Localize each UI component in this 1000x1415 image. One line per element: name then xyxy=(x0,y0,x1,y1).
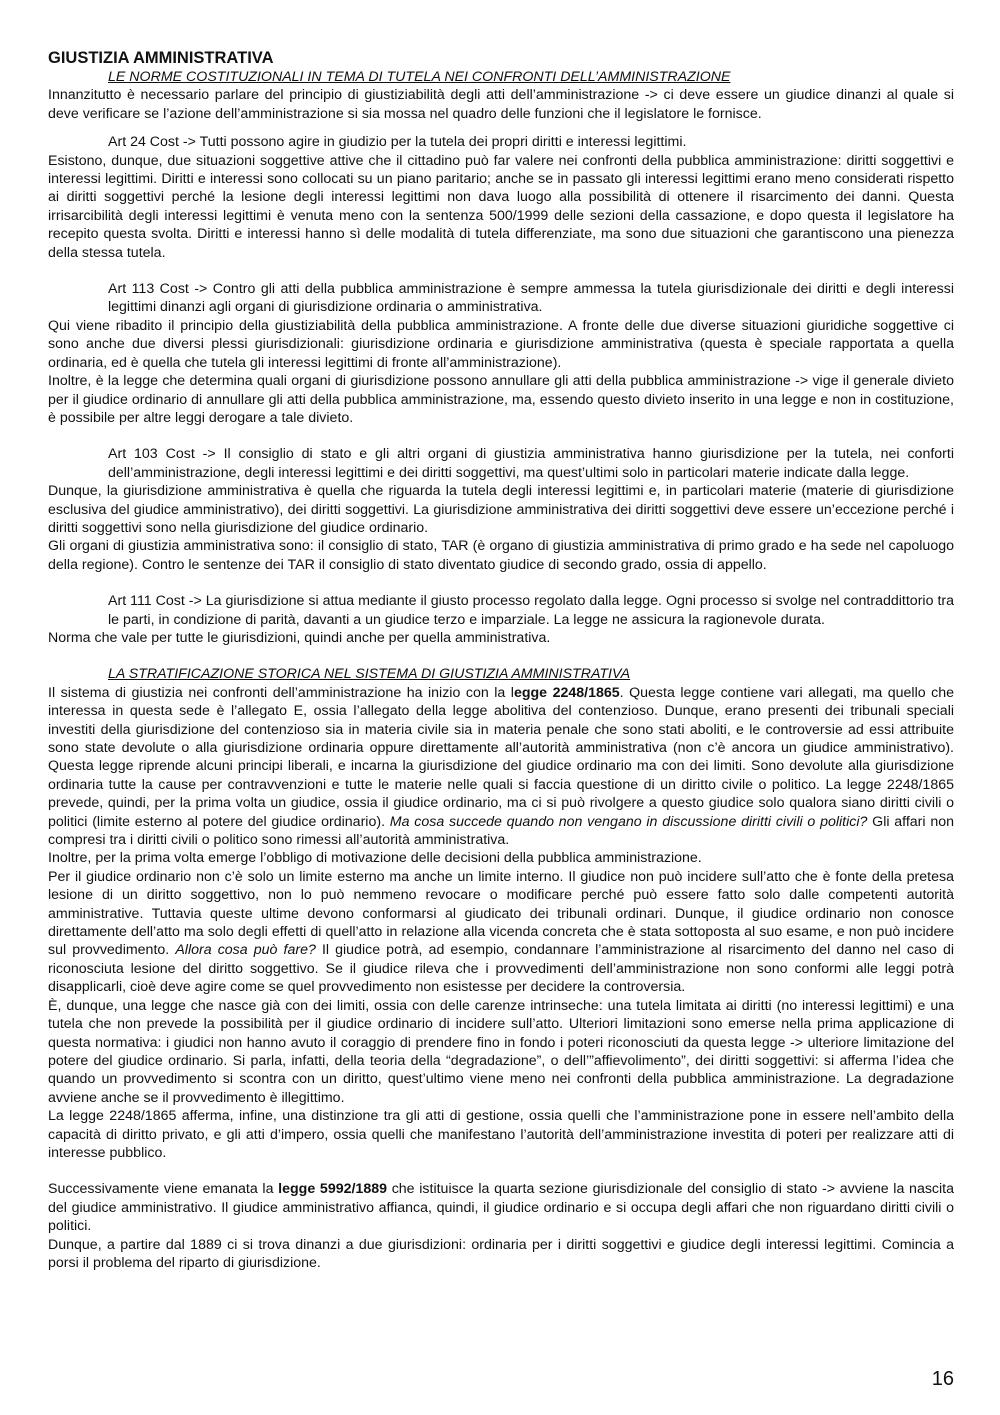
section-heading-constitutional-norms: LE NORME COSTITUZIONALI IN TEMA DI TUTELA NEI CONFRONTI DELL’AMMINISTRAZIONE xyxy=(108,69,731,85)
paragraph-law-2248-1865 xyxy=(48,684,954,850)
paragraph-law-5992-1889 xyxy=(48,1180,954,1235)
article-103: Art 103 Cost -> Il consiglio di stato e gli altri organi di giustizia amministrativa hanno giurisdizione per la tutela, nei conforti dell’amministrazione, degli interessi legittimi e dei diritti soggettivi, ma quest’ultimi solo in particolari materie indicate dalla legge. xyxy=(108,446,954,481)
spacer xyxy=(48,427,954,445)
text-run: Il giudice potrà, ad esempio, condannare l’amministrazione al risarcimento del danno nel caso di riconosciuta lesione del diritto soggettivo. Se il giudice rileva che i provvedimenti dell’amministrazione non sono conformi alle leggi potrà disapplicarli, cioè deve agire come se quel provvedimento non esistesse per decidere la controversia. xyxy=(48,942,954,996)
spacer xyxy=(48,123,954,133)
article-111: Art 111 Cost -> La giurisdizione si attua mediante il giusto processo regolato dalla legge. Ogni processo si svolge nel contraddittorio tra le parti, in condizione di parità, davanti a un giudice terzo e imparziale. La legge ne assicura la ragionevole durata. xyxy=(108,593,954,628)
spacer xyxy=(48,262,954,280)
text-run: . Questa legge contiene vari allegati, ma quello che interessa in questa sede è l’allegato E, ossia l’allegato della legge abolitiva del contenzioso. Dunque, erano presenti dei tribunali speciali investiti della giurisdizione del contenzioso sia in materia civile sia in materia penale che sono stati aboliti, e le controversie ad essi attribuite sono state devolute o alla giurisdizione ordinaria oppure direttamente all’autorità amministrativa (non c’è ancora un giudice amministrativo). Questa legge riprende alcuni principi liberali, e incarna la giurisdizione del giudice ordinario ma con dei limiti. Sono devolute alla giurisdizione ordinaria tutte la cause per contravvenzioni e tutte le materie nelle quali si faccia questione di un diritto civile o politico. La legge 2248/1865 prevede, quindi, per la prima volta un giudice, ossia il giudice ordinario, ma ci si può rivolgere a questo giudice solo qualora siano diritti civili o politici (limite esterno al potere del giudice ordinario). xyxy=(48,684,954,830)
paragraph-two-jurisdictions: Dunque, a partire dal 1889 ci si trova dinanzi a due giurisdizioni: ordinaria per i diritti soggettivi e giudice degli interessi legittimi. Comincia a porsi il problema del riparto di giurisdizione. xyxy=(48,1236,954,1271)
paragraph-degradation: È, dunque, una legge che nasce già con dei limiti, ossia con delle carenze intrinseche: una tutela limitata ai diritti (no interessi legittimi) e una tutela che non prevede la possibilità per il giudice ordinario di incidere sull’atto. Ulteriori limitazioni sono emerse nella prima applicazione di questa normativa: i giudici non hanno avuto il coraggio di prendere fino in fondo i poteri riconosciuti da questa legge -> ulteriore limitazione del potere del giudice ordinario. Si parla, infatti, della teoria della “degradazione”, o dell’”affievolimento”, dei diritti soggettivi: si afferma l’idea che quando un provvedimento si scontra con un diritto, quest’ultimo viene meno nei confronti della pubblica amministrazione. La degradazione avviene anche se il provvedimento è illegittimo. xyxy=(48,997,954,1106)
text-run: Il sistema di giustizia nei confronti dell’amministrazione ha inizio con la l xyxy=(48,684,514,701)
paragraph-acts-distinction: La legge 2248/1865 afferma, infine, una distinzione tra gli atti di gestione, ossia quelli che l’amministrazione pone in essere nell’ambito della capacità di diritto privato, e gli atti d’impero, ossia quelli che manifestano l’autorità dell’amministrazione investita di poteri per realizzare atti di interesse pubblico. xyxy=(48,1108,954,1161)
paragraph-art103-comment-1: Dunque, la giurisdizione amministrativa è quella che riguarda la tutela degli interessi legittimi e, in particolari materie (materie di giurisdizione esclusiva del giudice amministrativo), dei diritti soggettivi. La giurisdizione amministrativa dei diritti soggettivi deve essere un’eccezione perché i diritti soggettivi sono nella giurisdizione del giudice ordinario. xyxy=(48,483,954,536)
paragraph-art113-comment-2: Inoltre, è la legge che determina quali organi di giurisdizione possono annullare gli atti della pubblica amministrazione -> vige il generale divieto per il giudice ordinario di annullare gli atti della pubblica amministrazione, ma, essendo questo divieto inserito in una legge e non in costituzione, è possibile per altre leggi derogare a tale divieto. xyxy=(48,373,954,426)
paragraph-art113-comment-1: Qui viene ribadito il principio della giustiziabilità della pubblica amministrazione. A fronte delle due diverse situazioni giuridiche soggettive ci sono anche due diversi plessi giurisdizionali: giurisdizione ordinaria e giurisdizione amministrativa (questa è speciale rapportata a quella ordinaria, ed è quella che tutela gli interessi legittimi di fronte all’amministrazione). xyxy=(48,317,954,371)
italic-question: Allora cosa può fare? xyxy=(175,942,316,959)
article-24: Art 24 Cost -> Tutti possono agire in giudizio per la tutela dei propri diritti e interessi legittimi. xyxy=(108,134,687,151)
text-run: Per il giudice ordinario non c’è solo un limite esterno ma anche un limite interno. Il giudice non può incidere sull’atto che è fonte della pretesa lesione di un diritto soggettivo, non lo può nemmeno revocare o modificare perché può essere fatto solo dalle competenti autorità amministrative. Tuttavia queste ultime devono conformarsi al giudicato dei tribunali ordinari. Dunque, il giudice ordinario non conosce direttamente dell’atto ma solo degli effetti di quell’atto in relazione alla vicenda concreta che è stata sottoposta al suo esame, e non può incidere sul provvedimento. xyxy=(48,868,954,959)
section-heading-historical-stratification: LA STRATIFICAZIONE STORICA NEL SISTEMA DI GIUSTIZIA AMMINISTRATIVA xyxy=(108,666,631,683)
text-run: Gli affari non compresi tra i diritti civili o politico sono rimessi all’autorità amministrativa. xyxy=(48,813,954,849)
paragraph-internal-limit xyxy=(48,868,954,997)
paragraph-art111-comment: Norma che vale per tutte le giurisdizioni, quindi anche per quella amministrativa. xyxy=(48,629,551,646)
document-title: GIUSTIZIA AMMINISTRATIVA xyxy=(48,49,274,67)
document-page xyxy=(48,48,954,1272)
spacer xyxy=(48,1162,954,1180)
paragraph-art24-comment: Esistono, dunque, due situazioni soggettive attive che il cittadino può far valere nei confronti della pubblica amministrazione: diritti soggettivi e interessi legittimi. Diritti e interessi sono collocati su un piano paritario; anche se in passato gli interessi legittimi erano meno considerati rispetto ai diritti soggettivi perché la lesione degli interessi legittimi non dava luogo alla possibilità di ottenere il risarcimento dei danni. Questa irrisarcibilità degli interessi legittimi è venuta meno con la sentenza 500/1999 delle sezioni della cassazione, e dopo questa il legislatore ha recepito questa svolta. Diritti e interessi hanno sì delle modalità di tutela differenziate, ma sono due situazioni che garantiscono una pienezza della stessa tutela. xyxy=(48,152,954,261)
page-number: 16 xyxy=(931,1368,954,1390)
italic-question: Ma cosa succede quando non vengano in discussione diritti civili o politici? xyxy=(389,813,868,830)
paragraph-art103-comment-2: Gli organi di giustizia amministrativa sono: il consiglio di stato, TAR (è organo di giustizia amministrativa di primo grado e ha sede nel capoluogo della regione). Contro le sentenze dei TAR il consiglio di stato diventato giudice di secondo grado, ossia di appello. xyxy=(48,538,954,573)
paragraph-intro: Innanzitutto è necessario parlare del principio di giustiziabilità degli atti dell’amministrazione -> ci deve essere un giudice dinanzi al quale si deve verificare se l’azione dell’amministrazione si sia mossa nel quadro delle funzioni che il legislatore le fornisce. xyxy=(48,87,954,122)
bold-law-reference: legge 5992/1889 xyxy=(278,1181,387,1198)
spacer xyxy=(48,647,954,665)
spacer xyxy=(48,574,954,592)
text-run: Successivamente viene emanata la xyxy=(48,1181,279,1198)
article-113: Art 113 Cost -> Contro gli atti della pubblica amministrazione è sempre ammessa la tutela giurisdizionale dei diritti e degli interessi legittimi dinanzi agli organi di giurisdizione ordinaria o amministrativa. xyxy=(108,281,954,316)
bold-law-reference: egge 2248/1865 xyxy=(513,684,620,701)
text-run: che istituisce la quarta sezione giurisdizionale del consiglio di stato -> avviene la nascita del giudice amministrativo. Il giudice amministrativo affianca, quindi, il giudice ordinario e si occupa degli affari che non riguardano diritti civili o politici. xyxy=(48,1181,955,1235)
paragraph-motivation-duty: Inoltre, per la prima volta emerge l’obbligo di motivazione delle decisioni della pubblica amministrazione. xyxy=(48,850,702,867)
